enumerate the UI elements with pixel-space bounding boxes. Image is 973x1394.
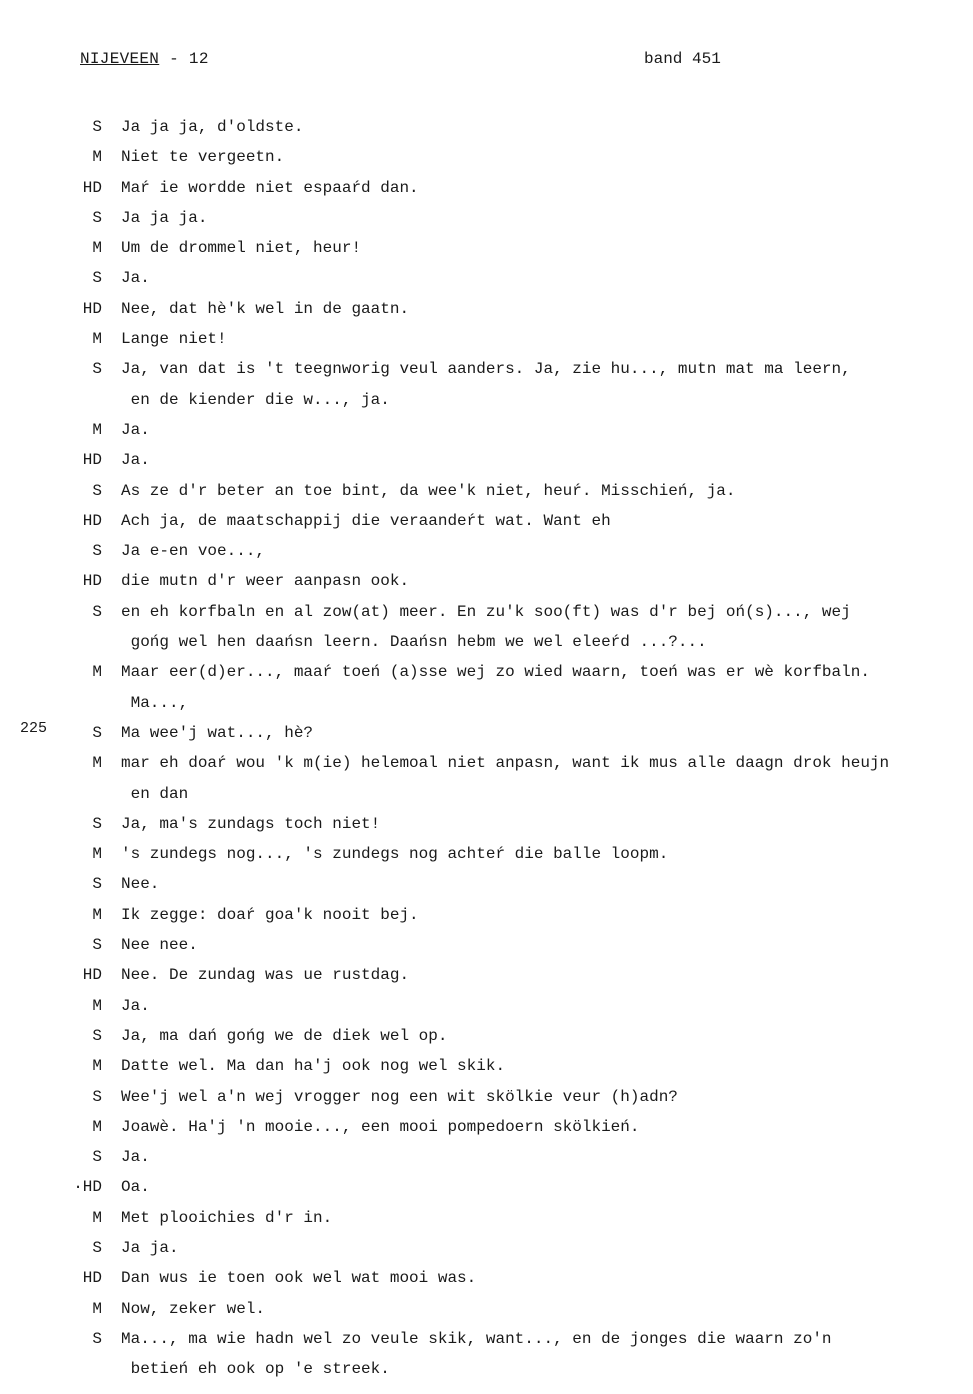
transcript-line (0, 688, 973, 718)
speaker-label: HD (82, 511, 102, 530)
speaker-label: HD (82, 572, 102, 591)
utterance-text: Ja. (121, 451, 150, 470)
utterance-text: Ja e-en voe..., (121, 542, 266, 561)
transcript-line (0, 1203, 973, 1233)
utterance-text: Niet te vergeetn. (121, 148, 285, 167)
speaker-label: M (92, 239, 102, 258)
page-header-left (80, 50, 209, 68)
transcript-line (0, 930, 973, 960)
speaker-label: M (92, 663, 102, 682)
speaker-label: M (92, 330, 102, 349)
transcript-line (0, 566, 973, 596)
transcript-line (0, 1324, 973, 1354)
utterance-text: Ja ja. (121, 1238, 179, 1257)
utterance-text: die mutn d'r weer aanpasn ook. (121, 572, 410, 591)
transcript-line (0, 1172, 973, 1202)
transcript-body (0, 112, 973, 1384)
transcript-line (0, 415, 973, 445)
speaker-label: HD (82, 178, 102, 197)
transcript-line (0, 1354, 973, 1384)
page-number: - 12 (159, 50, 209, 68)
utterance-text: Ma..., ma wie hadn wel zo veule skik, want..., en de jonges die waarn zo'n (121, 1329, 832, 1348)
transcript-line (0, 991, 973, 1021)
utterance-text: en eh korfbaln en al zow(at) meer. En zu'k soo(ft) was d'r bej oń(s)..., wej (121, 602, 851, 621)
transcript-line (0, 1263, 973, 1293)
utterance-text: As ze d'r beter an toe bint, da wee'k niet, heuŕ. Misschień, ja. (121, 481, 736, 500)
speaker-label: M (92, 754, 102, 773)
utterance-text: Nee nee. (121, 936, 198, 955)
transcript-line (0, 506, 973, 536)
transcript-line (0, 1112, 973, 1142)
utterance-text: Ja ja ja. (121, 208, 208, 227)
transcript-line (0, 597, 973, 627)
utterance-text: Nee. De zundag was ue rustdag. (121, 966, 410, 985)
transcript-line (0, 536, 973, 566)
speaker-label: S (92, 1087, 102, 1106)
speaker-label: S (92, 360, 102, 379)
transcript-line (0, 203, 973, 233)
tape-number: band 451 (644, 50, 721, 68)
utterance-text: Joawè. Ha'j 'n mooie..., een mooi pompedoern skölkień. (121, 1117, 640, 1136)
utterance-text: Ja. (121, 269, 150, 288)
utterance-text: 's zundegs nog..., 's zundegs nog achteŕ die balle loopm. (121, 845, 669, 864)
utterance-text: Ja ja ja, d'oldste. (121, 118, 304, 136)
transcript-line (0, 1142, 973, 1172)
speaker-label: S (92, 936, 102, 955)
utterance-text: Nee, dat hè'k wel in de gaatn. (121, 299, 410, 318)
utterance-text: Maŕ ie wordde niet espaaŕd dan. (121, 178, 419, 197)
transcript-line (0, 1294, 973, 1324)
utterance-text: Wee'j wel a'n wej vrogger nog een wit skölkie veur (h)adn? (121, 1087, 678, 1106)
transcript-line (0, 900, 973, 930)
speaker-label: M (92, 148, 102, 167)
transcript-line (0, 809, 973, 839)
transcript-line (0, 627, 973, 657)
speaker-label: S (92, 1329, 102, 1348)
utterance-text: mar eh doaŕ wou 'k m(ie) helemoal niet anpasn, want ik mus alle daagn drok heujn (121, 754, 890, 773)
speaker-label: S (92, 1238, 102, 1257)
utterance-text: Ja, van dat is 't teegnworig veul aanders. Ja, zie hu..., mutn mat ma leern, (121, 360, 851, 379)
speaker-label: S (92, 814, 102, 833)
transcript-line (0, 233, 973, 263)
speaker-label: M (92, 420, 102, 439)
utterance-text: Nee. (121, 875, 160, 894)
transcript-line (0, 112, 973, 142)
utterance-text: Lange niet! (121, 330, 227, 349)
speaker-label: S (92, 269, 102, 288)
utterance-text: Ach ja, de maatschappij die veraandeŕt wat. Want eh (121, 511, 611, 530)
transcript-line (0, 385, 973, 415)
utterance-text: Maar eer(d)er..., maaŕ toeń (a)sse wej zo wied waarn, toeń was er wè korfbaln. (121, 663, 870, 682)
utterance-text: en dan (121, 784, 189, 803)
utterance-text: Dan wus ie toen ook wel wat mooi was. (121, 1269, 477, 1288)
transcript-line (0, 839, 973, 869)
transcript-line (0, 718, 973, 748)
transcript-line (0, 748, 973, 778)
transcript-line (0, 324, 973, 354)
utterance-text: Ik zegge: doaŕ goa'k nooit bej. (121, 905, 419, 924)
transcript-line (0, 779, 973, 809)
utterance-text: Ja. (121, 1148, 150, 1167)
transcript-line (0, 1021, 973, 1051)
speaker-label: M (92, 1057, 102, 1076)
place-name: NIJEVEEN (80, 50, 160, 68)
transcript-line (0, 142, 973, 172)
speaker-label: M (92, 996, 102, 1015)
transcript-line (0, 1051, 973, 1081)
speaker-label: S (92, 1026, 102, 1045)
transcript-line (0, 960, 973, 990)
transcript-line (0, 476, 973, 506)
speaker-label: S (92, 1148, 102, 1167)
transcript-line (0, 869, 973, 899)
utterance-text: Ma..., (121, 693, 189, 712)
utterance-text: Ja, ma dań gońg we de diek wel op. (121, 1026, 448, 1045)
utterance-text: gońg wel hen daańsn leern. Daańsn hebm we wel eleeŕd ...?... (121, 633, 707, 652)
transcript-line (0, 445, 973, 475)
utterance-text: Ma wee'j wat..., hè? (121, 723, 314, 742)
speaker-label: M (92, 1299, 102, 1318)
utterance-text: Ja. (121, 420, 150, 439)
transcript-line (0, 1082, 973, 1112)
transcript-line (0, 354, 973, 384)
utterance-text: Oa. (121, 1178, 150, 1197)
speaker-label: S (92, 118, 102, 136)
utterance-text: en de kiender die w..., ja. (121, 390, 390, 409)
utterance-text: Now, zeker wel. (121, 1299, 266, 1318)
speaker-label: S (92, 723, 102, 742)
utterance-text: betień eh ook op 'e streek. (121, 1360, 390, 1379)
speaker-label: M (92, 1208, 102, 1227)
transcript-line (0, 657, 973, 687)
speaker-label: M (92, 1117, 102, 1136)
utterance-text: Ja. (121, 996, 150, 1015)
speaker-label: S (92, 542, 102, 561)
speaker-label: HD (82, 1269, 102, 1288)
speaker-label: HD (82, 299, 102, 318)
speaker-label: HD (82, 966, 102, 985)
transcript-line (0, 173, 973, 203)
speaker-label: HD (82, 451, 102, 470)
margin-counter-note: 225 (20, 720, 48, 737)
speaker-label: S (92, 602, 102, 621)
speaker-label: S (92, 481, 102, 500)
transcript-line (0, 294, 973, 324)
speaker-label: S (92, 208, 102, 227)
utterance-text: Met plooichies d'r in. (121, 1208, 333, 1227)
speaker-label: M (92, 905, 102, 924)
utterance-text: Ja, ma's zundags toch niet! (121, 814, 381, 833)
speaker-label: S (92, 875, 102, 894)
utterance-text: Um de drommel niet, heur! (121, 239, 362, 258)
transcript-line (0, 263, 973, 293)
utterance-text: Datte wel. Ma dan ha'j ook nog wel skik. (121, 1057, 506, 1076)
speaker-label: M (92, 845, 102, 864)
transcript-line (0, 1233, 973, 1263)
speaker-label: ·HD (73, 1178, 102, 1197)
